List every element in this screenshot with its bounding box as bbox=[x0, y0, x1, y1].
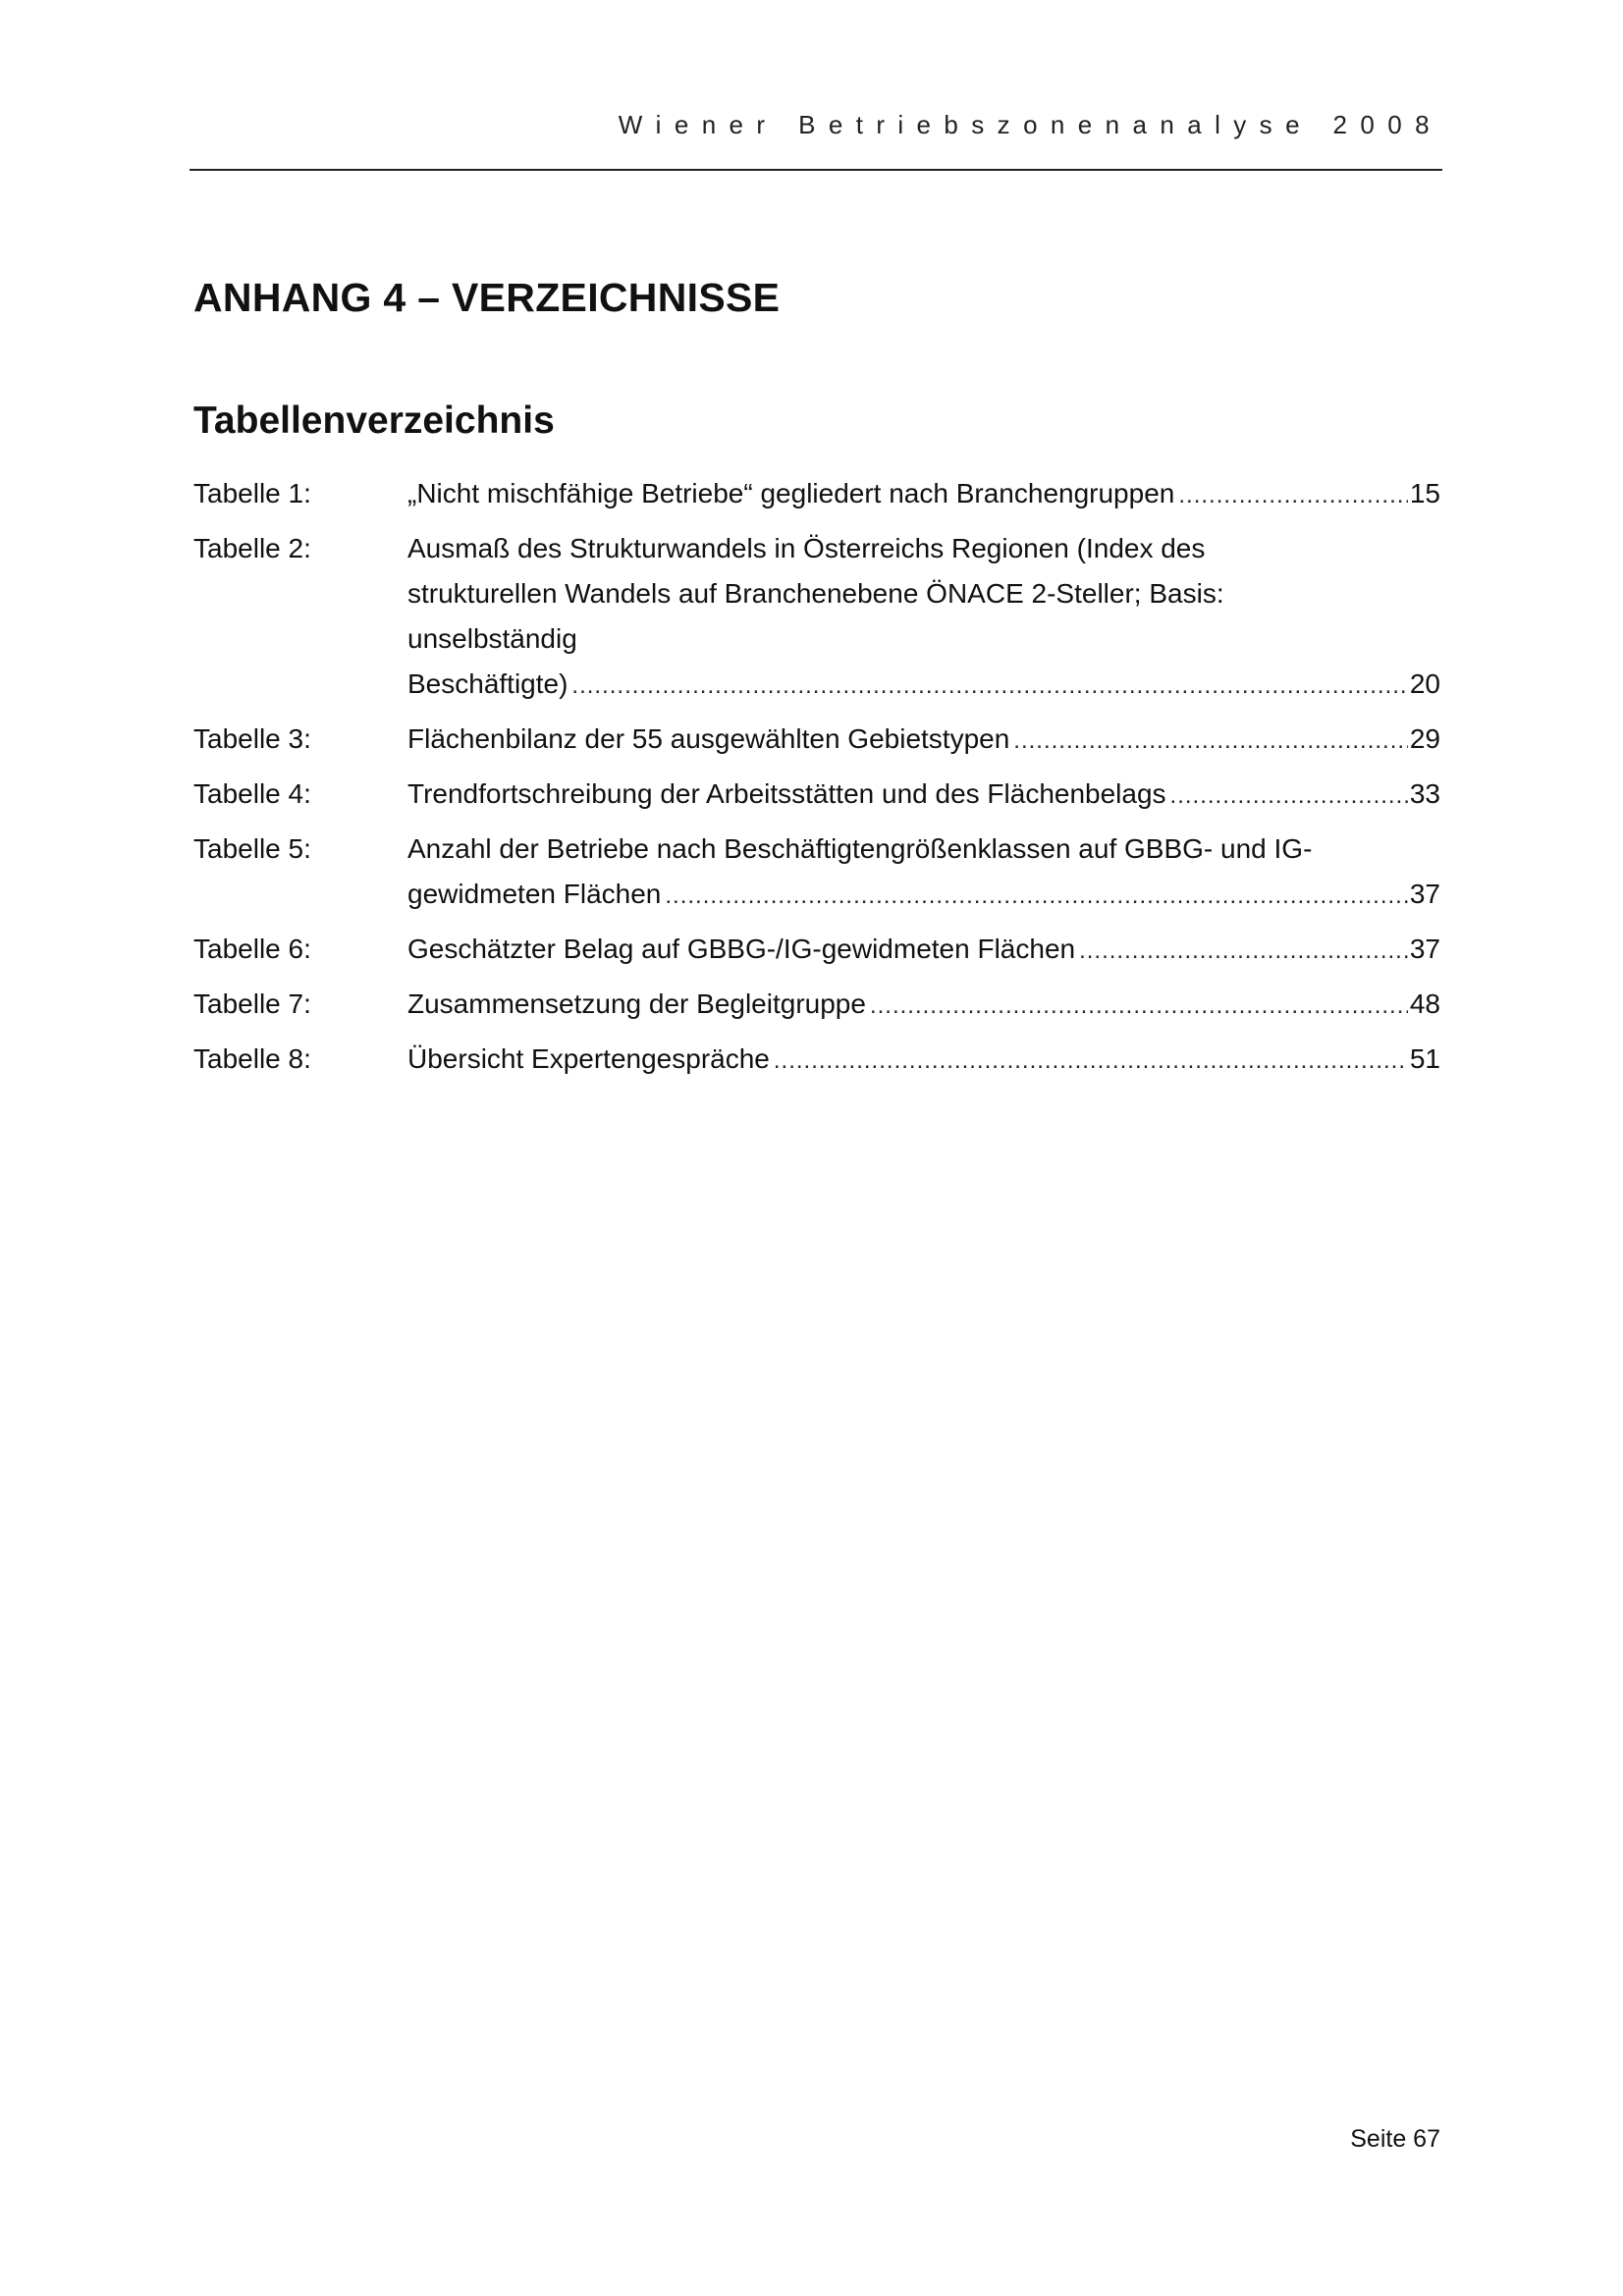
toc-entry-page: 15 bbox=[1409, 478, 1440, 508]
toc-entry-label: Tabelle 8: bbox=[193, 1043, 311, 1074]
dot-leader bbox=[1079, 929, 1408, 974]
running-header: Wiener Betriebszonenanalyse 2008 bbox=[618, 110, 1442, 139]
table-of-tables bbox=[193, 471, 1440, 1092]
section-title: Tabellenverzeichnis bbox=[193, 400, 555, 442]
dot-leader bbox=[1178, 473, 1407, 518]
toc-entry-5[interactable] bbox=[193, 827, 1440, 919]
toc-entry-label: Tabelle 2: bbox=[193, 533, 311, 563]
toc-entry-title-lead[interactable]: Ausmaß des Strukturwandels in Österreichs Regionen (Index des strukturellen Wandels auf Branchenebene ÖNACE 2-Steller; Basis: unselbständig bbox=[407, 533, 1224, 654]
toc-entry-page: 48 bbox=[1409, 988, 1440, 1019]
toc-entry-title-end[interactable]: Beschäftigte) bbox=[407, 668, 568, 699]
header-divider bbox=[189, 169, 1442, 171]
toc-entry-8[interactable] bbox=[193, 1037, 1440, 1084]
toc-entry-title-end[interactable]: gewidmeten Flächen bbox=[407, 879, 662, 909]
toc-entry-6[interactable] bbox=[193, 927, 1440, 974]
toc-entry-title[interactable]: Geschätzter Belag auf GBBG-/IG-gewidmeten Flächen bbox=[407, 934, 1076, 964]
toc-entry-title-lead[interactable]: Anzahl der Betriebe nach Beschäftigtengrößenklassen auf GBBG- und IG- bbox=[407, 833, 1313, 864]
dot-leader bbox=[665, 874, 1407, 919]
dot-leader bbox=[571, 664, 1407, 709]
toc-entry-title[interactable]: Zusammensetzung der Begleitgruppe bbox=[407, 988, 866, 1019]
toc-entry-page: 20 bbox=[1409, 668, 1440, 699]
dot-leader bbox=[1013, 719, 1408, 764]
toc-entry-1[interactable] bbox=[193, 471, 1440, 518]
page-number: Seite 67 bbox=[1350, 2125, 1440, 2153]
toc-entry-label: Tabelle 3: bbox=[193, 723, 311, 754]
toc-entry-page: 33 bbox=[1409, 778, 1440, 809]
toc-entry-page: 51 bbox=[1409, 1043, 1440, 1074]
toc-entry-page: 29 bbox=[1409, 723, 1440, 754]
dot-leader bbox=[1170, 774, 1408, 819]
toc-entry-3[interactable] bbox=[193, 717, 1440, 764]
toc-entry-7[interactable] bbox=[193, 982, 1440, 1029]
toc-entry-title[interactable]: „Nicht mischfähige Betriebe“ gegliedert nach Branchengruppen bbox=[407, 478, 1175, 508]
dot-leader bbox=[870, 984, 1408, 1029]
toc-entry-4[interactable] bbox=[193, 772, 1440, 819]
chapter-title: ANHANG 4 – VERZEICHNISSE bbox=[193, 275, 781, 320]
toc-entry-page: 37 bbox=[1409, 879, 1440, 909]
toc-entry-label: Tabelle 6: bbox=[193, 934, 311, 964]
toc-entry-title[interactable]: Trendfortschreibung der Arbeitsstätten und des Flächenbelags bbox=[407, 778, 1166, 809]
dot-leader bbox=[774, 1039, 1408, 1084]
toc-entry-title[interactable]: Flächenbilanz der 55 ausgewählten Gebietstypen bbox=[407, 723, 1010, 754]
toc-entry-label: Tabelle 5: bbox=[193, 833, 311, 864]
toc-entry-label: Tabelle 1: bbox=[193, 478, 311, 508]
toc-entry-2[interactable] bbox=[193, 526, 1440, 709]
toc-entry-title[interactable]: Übersicht Expertengespräche bbox=[407, 1043, 770, 1074]
toc-entry-page: 37 bbox=[1409, 934, 1440, 964]
toc-entry-label: Tabelle 7: bbox=[193, 988, 311, 1019]
toc-entry-label: Tabelle 4: bbox=[193, 778, 311, 809]
